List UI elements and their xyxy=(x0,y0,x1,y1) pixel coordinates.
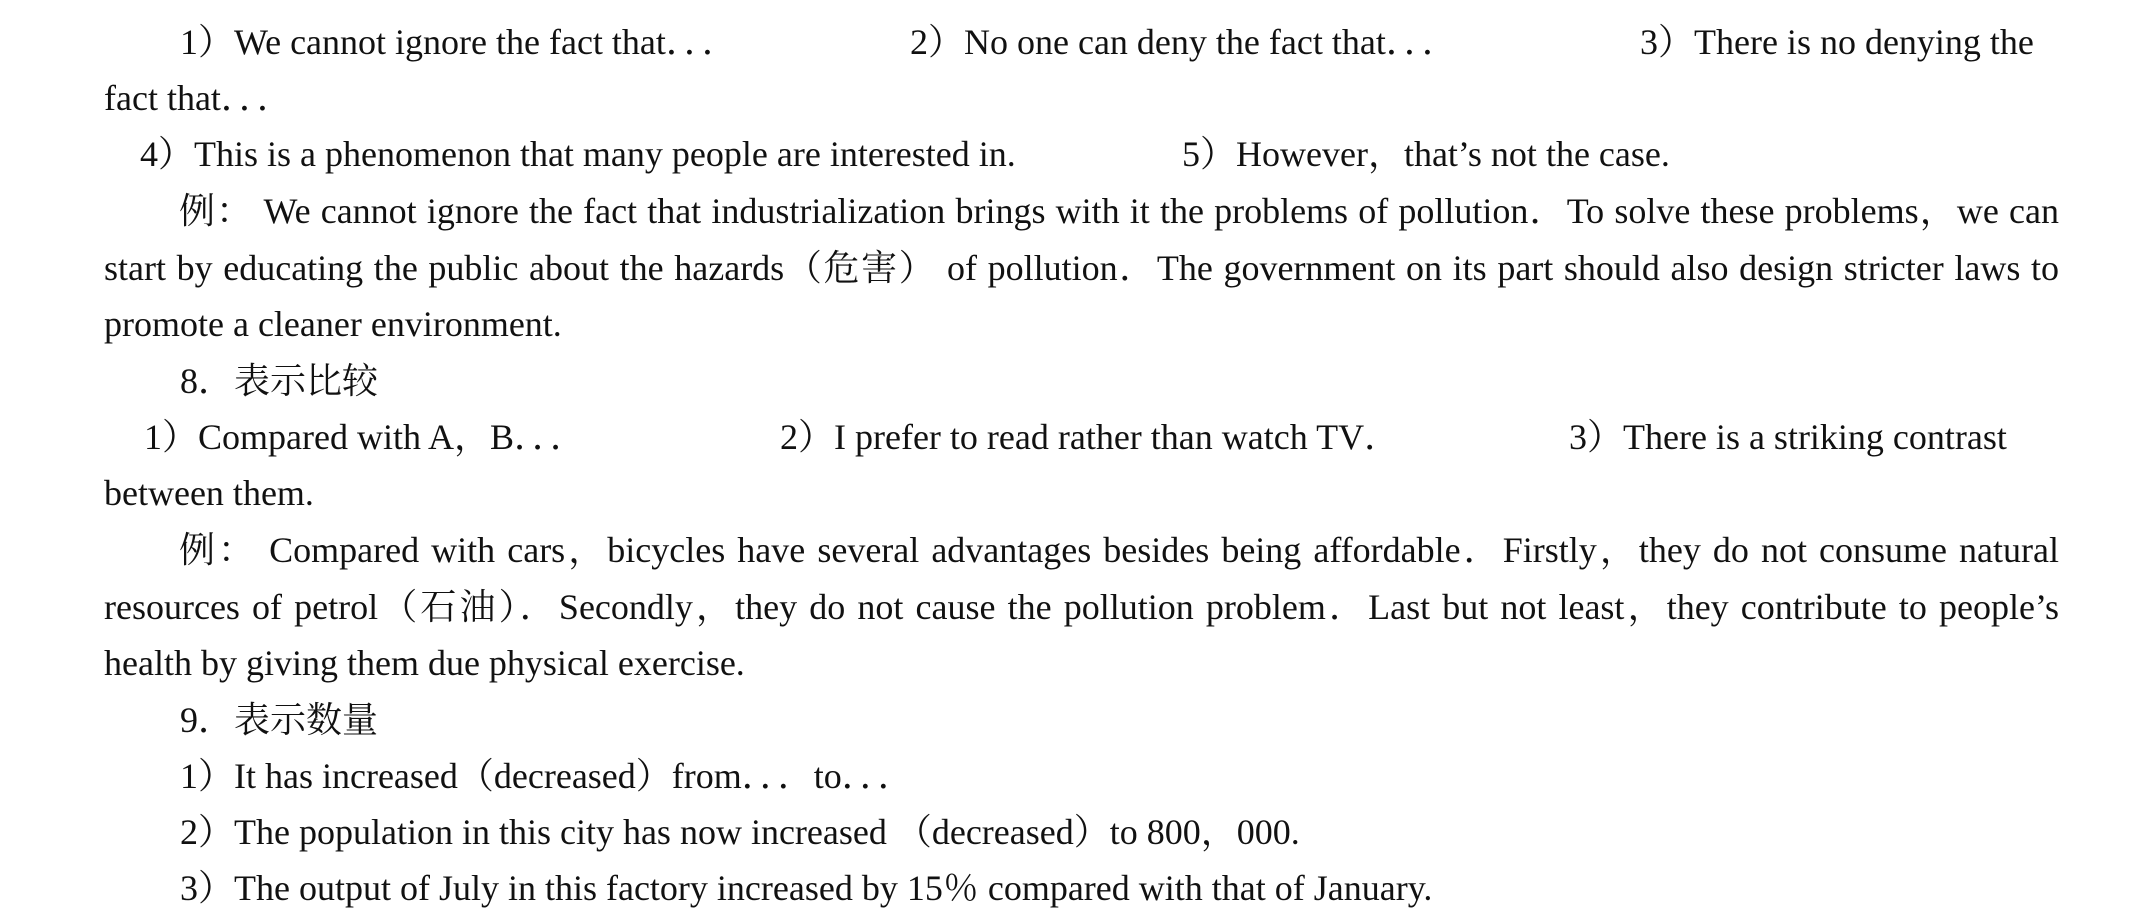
phrase-item: 5）However，that’s not the case. xyxy=(1182,134,1670,174)
list-item xyxy=(104,748,2059,804)
list-item-text: 2）The population in this city has now increased （decreased）to 800，000. xyxy=(180,812,1300,852)
phrase-item: 1）Compared with A，B．．． xyxy=(144,417,586,457)
phrase-item: 2）I prefer to read rather than watch TV． xyxy=(780,417,1401,457)
phrase-continuation: between them. xyxy=(104,473,314,513)
phrase-item: 3）There is no denying the xyxy=(1640,22,2034,62)
example-paragraph: 例： Compared with cars，bicycles have several advantages besides being affordable．Firstly，they do not consume natural resources of petrol（石油）．Secondly，they do not cause the pollution problem．Last but not least，they contribute to people’s health by giving them due physical exercise. xyxy=(104,530,2059,683)
phrase-item: 2）No one can deny the fact that．．． xyxy=(910,22,1458,62)
section-heading xyxy=(104,692,2059,748)
phrase-row xyxy=(104,14,2059,70)
phrase-continuation: fact that．．． xyxy=(104,78,293,118)
list-item xyxy=(104,860,2059,916)
phrase-item: 3）There is a striking contrast xyxy=(1569,417,2007,457)
list-item xyxy=(104,804,2059,860)
phrase-row xyxy=(104,126,2059,182)
phrase-row-continuation xyxy=(104,70,2059,126)
list-item-text: 3）The output of July in this factory increased by 15％ compared with that of January. xyxy=(180,868,1433,908)
phrase-row xyxy=(104,409,2059,465)
section-heading xyxy=(104,353,2059,409)
phrase-row-continuation xyxy=(104,465,2059,521)
list-item-text: 1）It has increased（decreased）from．．．to．．． xyxy=(180,756,914,796)
section-heading-label: 9．表示数量 xyxy=(180,700,379,740)
example-paragraph: 例： We cannot ignore the fact that industrialization brings with it the problems of pollution．To solve these problems，we can start by educating the public about the hazards（危害） of pollution．The government on its part should also design stricter laws to promote a cleaner environment. xyxy=(104,191,2059,344)
phrase-item: 4）This is a phenomenon that many people are interested in. xyxy=(140,134,1016,174)
phrase-item: 1）We cannot ignore the fact that．．． xyxy=(180,22,738,62)
section-heading-label: 8．表示比较 xyxy=(180,361,379,401)
